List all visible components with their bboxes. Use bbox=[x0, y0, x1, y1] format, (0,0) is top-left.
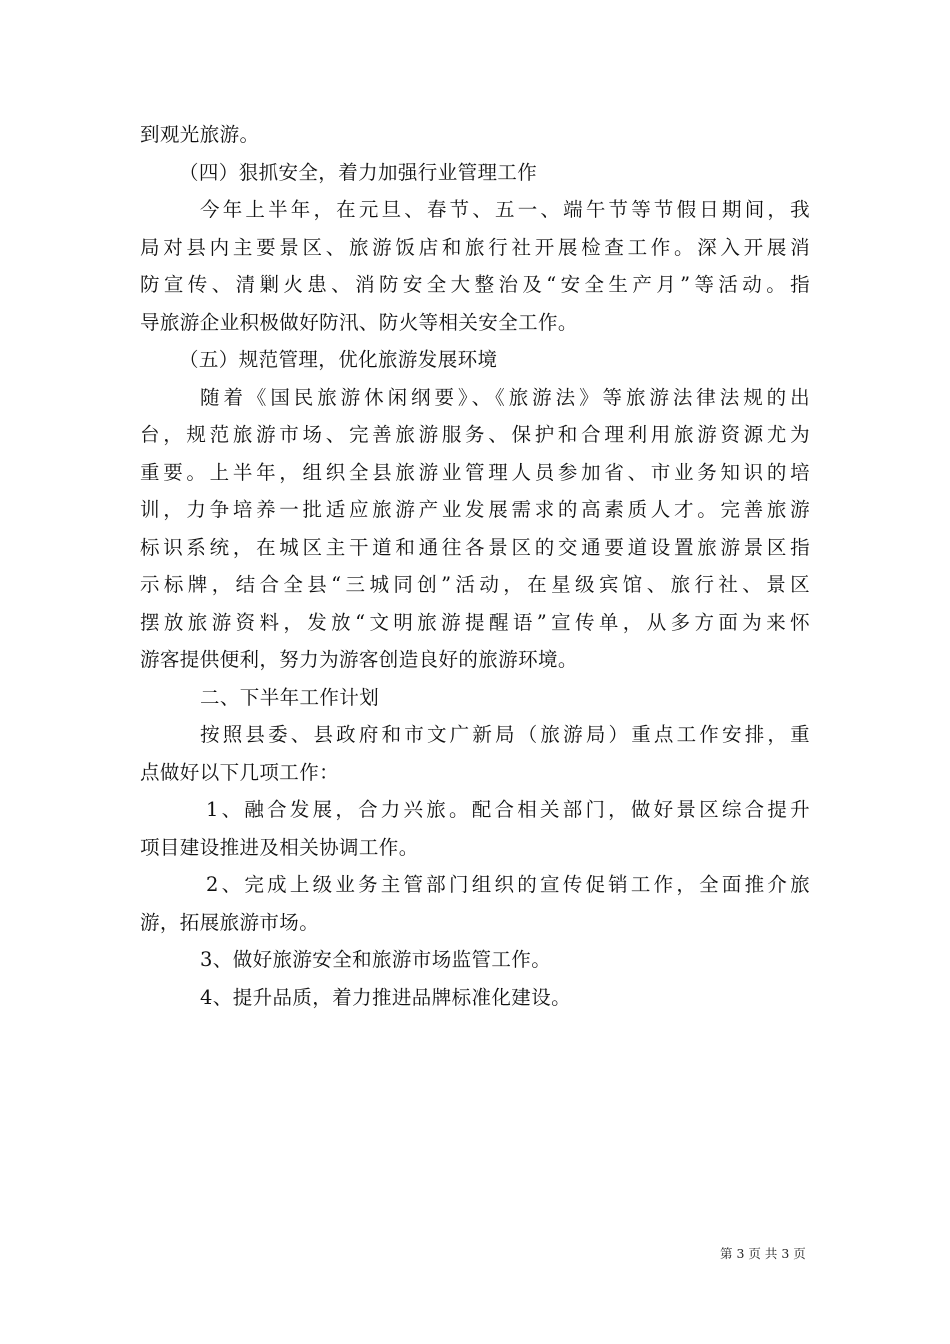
paragraph-line: 防宣传、清剿火患、消防安全大整治及“安全生产月”等活动。指 bbox=[140, 273, 810, 296]
paragraph-line: 今年上半年，在元旦、春节、五一、端午节等节假日期间，我 bbox=[200, 198, 810, 221]
paragraph-line: 标识系统，在城区主干道和通往各景区的交通要道设置旅游景区指 bbox=[140, 535, 810, 559]
list-item-line: 3、做好旅游安全和旅游市场监管工作。 bbox=[200, 948, 552, 971]
paragraph-line: 重要。上半年，组织全县旅游业管理人员参加省、市业务知识的培 bbox=[140, 460, 810, 484]
page-number-footer: 第 3 页 共 3 页 bbox=[720, 1246, 806, 1261]
section-heading-safety: （四）狠抓安全，着力加强行业管理工作 bbox=[179, 160, 538, 184]
document-body bbox=[140, 116, 810, 1016]
list-item-line: 1、融合发展，合力兴旅。配合相关部门，做好景区综合提升 bbox=[206, 798, 810, 821]
paragraph-line: 按照县委、县政府和市文广新局（旅游局）重点工作安排，重 bbox=[200, 723, 810, 746]
list-item-line: 游，拓展旅游市场。 bbox=[140, 910, 320, 934]
paragraph-line: 点做好以下几项工作： bbox=[140, 760, 340, 784]
paragraph-line: 导旅游企业积极做好防汛、防火等相关安全工作。 bbox=[140, 310, 578, 334]
list-item-line: 2、完成上级业务主管部门组织的宣传促销工作，全面推介旅 bbox=[206, 873, 810, 896]
section-heading-plan: 二、下半年工作计划 bbox=[200, 685, 380, 709]
paragraph-line: 随着《国民旅游休闲纲要》、《旅游法》等旅游法律法规的出 bbox=[200, 385, 810, 409]
list-item-line: 项目建设推进及相关协调工作。 bbox=[140, 835, 419, 859]
paragraph-line: 到观光旅游。 bbox=[140, 123, 260, 146]
paragraph-line: 游客提供便利，努力为游客创造良好的旅游环境。 bbox=[140, 648, 578, 671]
paragraph-line: 局对县内主要景区、旅游饭店和旅行社开展检查工作。深入开展消 bbox=[140, 235, 810, 259]
paragraph-line: 示标牌，结合全县“三城同创”活动，在星级宾馆、旅行社、景区 bbox=[140, 573, 810, 596]
paragraph-line: 摆放旅游资料，发放“文明旅游提醒语”宣传单，从多方面为来怀 bbox=[140, 610, 810, 634]
paragraph-line: 台，规范旅游市场、完善旅游服务、保护和合理利用旅游资源尤为 bbox=[140, 423, 810, 446]
list-item-line: 4、提升品质，着力推进品牌标准化建设。 bbox=[200, 985, 572, 1009]
section-heading-management: （五）规范管理，优化旅游发展环境 bbox=[179, 348, 498, 371]
paragraph-line: 训，力争培养一批适应旅游产业发展需求的高素质人才。完善旅游 bbox=[140, 498, 810, 521]
